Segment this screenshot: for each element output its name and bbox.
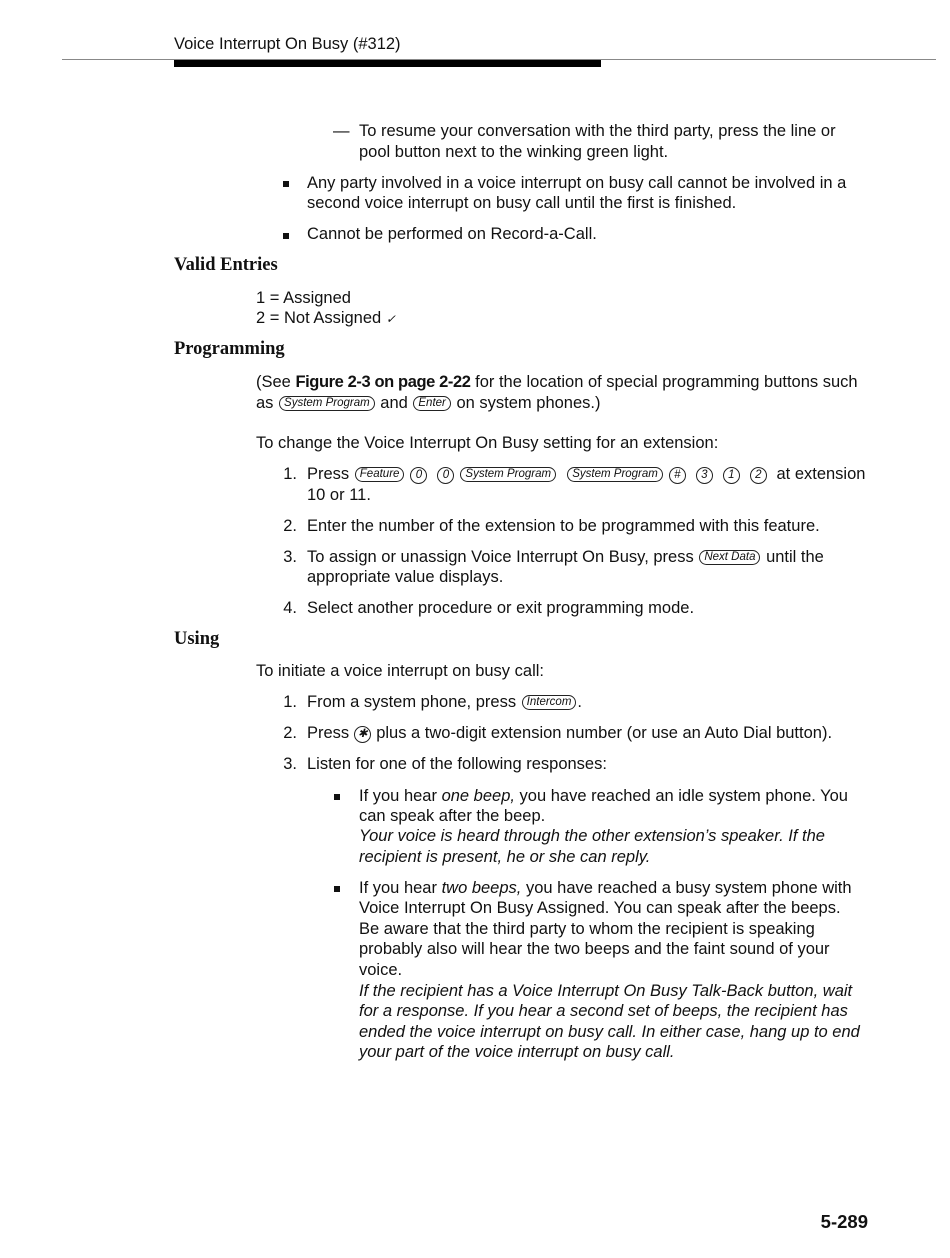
bullet-marker bbox=[283, 181, 289, 187]
dash-marker: — bbox=[333, 122, 350, 140]
programming-intro: To change the Voice Interrupt On Busy setting for an extension: bbox=[256, 434, 719, 452]
valid-entry: 1 = Assigned bbox=[256, 289, 351, 307]
digit-key-1: 1 bbox=[723, 467, 740, 484]
page-number: 5-289 bbox=[820, 1211, 868, 1232]
enter-key: Enter bbox=[413, 396, 451, 411]
bullet-item-line: Cannot be performed on Record-a-Call. bbox=[307, 225, 597, 243]
valid-entry: 2 = Not Assigned ✓ bbox=[256, 309, 396, 327]
hash-key: # bbox=[669, 467, 686, 484]
step-number: 3. bbox=[283, 548, 297, 566]
step-number: 4. bbox=[283, 599, 297, 617]
bullet-item-line: second voice interrupt on busy call until the first is finished. bbox=[307, 194, 737, 212]
step-line: To assign or unassign Voice Interrupt On Busy, press Next Data until the bbox=[307, 548, 824, 566]
bullet-marker bbox=[334, 886, 340, 892]
response-line: probably also will hear the two beeps and the faint sound of your bbox=[359, 940, 830, 958]
response-result-line: If the recipient has a Voice Interrupt On Busy Talk-Back button, wait bbox=[359, 982, 853, 1000]
response-line: If you hear two beeps, you have reached a busy system phone with bbox=[359, 879, 852, 897]
default-check-icon: ✓ bbox=[385, 312, 396, 326]
system-program-key: System Program bbox=[567, 467, 663, 482]
response-line: If you hear one beep, you have reached an idle system phone. You bbox=[359, 787, 848, 805]
using-intro: To initiate a voice interrupt on busy call: bbox=[256, 662, 544, 680]
system-program-key: System Program bbox=[460, 467, 556, 482]
response-line: can speak after the beep. bbox=[359, 807, 546, 825]
step-line: Press ✱ plus a two-digit extension number (or use an Auto Dial button). bbox=[307, 724, 833, 742]
running-header: Voice Interrupt On Busy (#312) bbox=[174, 35, 401, 53]
system-program-key: System Program bbox=[279, 396, 375, 411]
response-result-line: for a response. If you hear a second set of beeps, the recipient has bbox=[359, 1002, 848, 1020]
dash-item-line: pool button next to the winking green light. bbox=[359, 143, 669, 161]
step-line: Enter the number of the extension to be programmed with this feature. bbox=[307, 517, 820, 535]
step-line: appropriate value displays. bbox=[307, 568, 504, 586]
header-bar bbox=[174, 60, 601, 67]
response-result-line: ended the voice interrupt on busy call. In either case, hang up to end bbox=[359, 1023, 860, 1041]
section-heading-valid-entries: Valid Entries bbox=[174, 255, 278, 275]
feature-key: Feature bbox=[355, 467, 405, 482]
next-data-key: Next Data bbox=[699, 550, 760, 565]
digit-key-0: 0 bbox=[410, 467, 427, 484]
step-number: 1. bbox=[283, 465, 297, 483]
step-line: Listen for one of the following responses: bbox=[307, 755, 607, 773]
bullet-item-line: Any party involved in a voice interrupt on busy call cannot be involved in a bbox=[307, 174, 847, 192]
figure-reference: Figure 2-3 on page 2-22 bbox=[295, 373, 471, 391]
step-number: 3. bbox=[283, 755, 297, 773]
star-key: ✱ bbox=[354, 726, 371, 743]
programming-note-line: (See Figure 2-3 on page 2-22 for the location of special programming buttons such bbox=[256, 373, 858, 391]
step-line: Press Feature 0 0 System Program System Program # 3 1 2 at extension bbox=[307, 465, 866, 483]
dash-item-line: To resume your conversation with the third party, press the line or bbox=[359, 122, 836, 140]
section-heading-programming: Programming bbox=[174, 339, 285, 359]
digit-key-0: 0 bbox=[437, 467, 454, 484]
step-line: From a system phone, press Intercom . bbox=[307, 693, 583, 711]
programming-note-line: as System Program and Enter on system phones.) bbox=[256, 394, 601, 412]
response-result-line: Your voice is heard through the other extension’s speaker. If the bbox=[359, 827, 825, 845]
step-number: 2. bbox=[283, 517, 297, 535]
intercom-key: Intercom bbox=[522, 695, 577, 710]
response-result-line: your part of the voice interrupt on busy call. bbox=[359, 1043, 675, 1061]
step-number: 1. bbox=[283, 693, 297, 711]
bullet-marker bbox=[334, 794, 340, 800]
response-line: Voice Interrupt On Busy Assigned. You can speak after the beeps. bbox=[359, 899, 841, 917]
section-heading-using: Using bbox=[174, 629, 220, 649]
step-line: Select another procedure or exit programming mode. bbox=[307, 599, 695, 617]
bullet-marker bbox=[283, 233, 289, 239]
response-result-line: recipient is present, he or she can reply. bbox=[359, 848, 651, 866]
response-line: voice. bbox=[359, 961, 403, 979]
digit-key-2: 2 bbox=[750, 467, 767, 484]
step-number: 2. bbox=[283, 724, 297, 742]
digit-key-3: 3 bbox=[696, 467, 713, 484]
step-line: 10 or 11. bbox=[307, 486, 371, 504]
response-line: Be aware that the third party to whom the recipient is speaking bbox=[359, 920, 815, 938]
